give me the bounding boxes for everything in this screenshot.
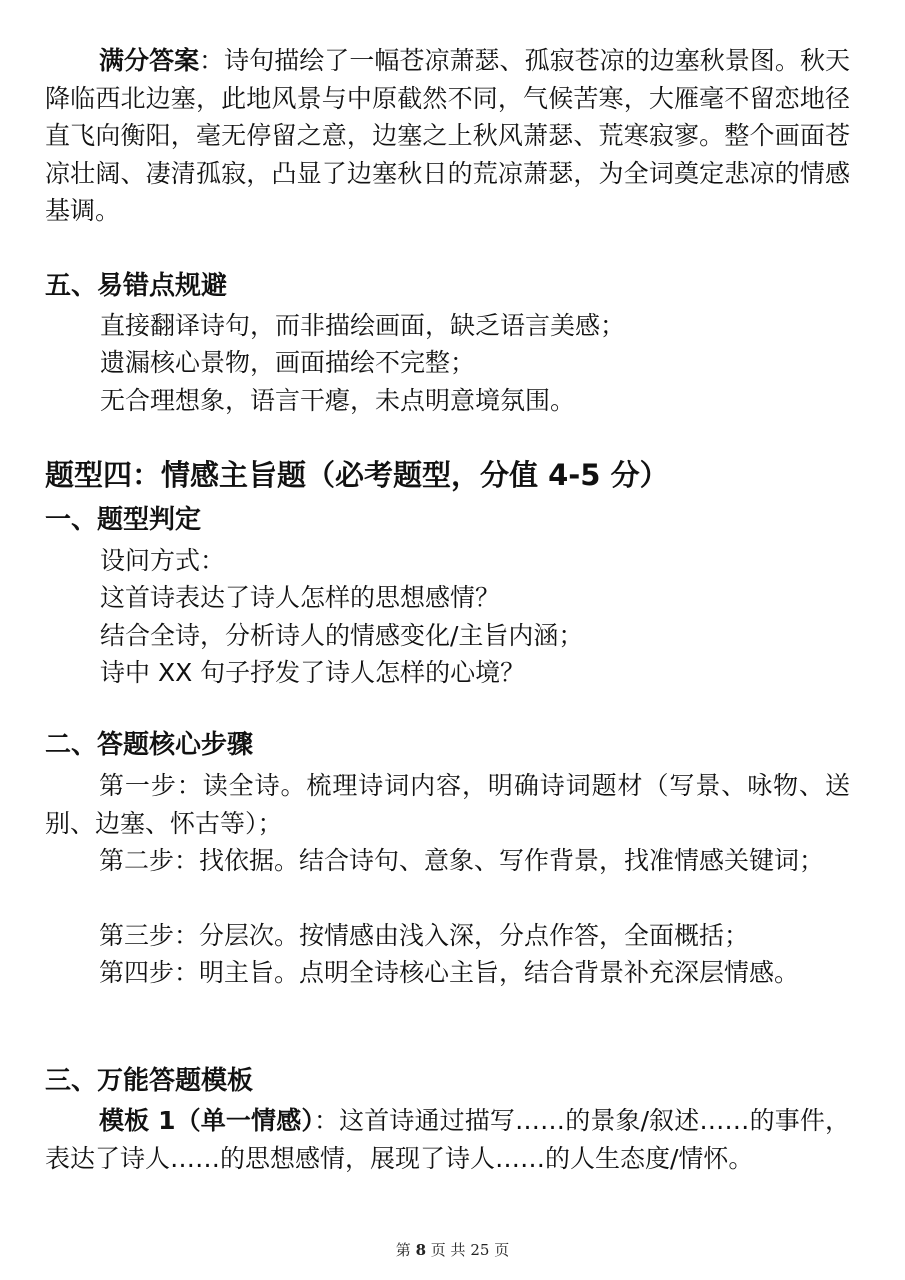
question-format-intro: 设问方式： <box>100 546 226 575</box>
footer-suffix: 页 <box>494 1241 510 1259</box>
footer-prefix: 第 <box>395 1241 411 1259</box>
answer-step: 第一步：读全诗。梳理诗词内容，明确诗词题材（写景、咏物、送别、边塞、怀古等）； <box>45 771 850 838</box>
part3-heading: 三、万能答题模板 <box>45 1066 254 1096</box>
question-type-4-title: 题型四：情感主旨题（必考题型，分值 4-5 分） <box>45 458 669 492</box>
footer-total-pages: 25 <box>470 1241 490 1259</box>
template-label: 模板 1（单一情感） <box>99 1106 314 1135</box>
answer-step: 第四步：明主旨。点明全诗核心主旨，结合背景补充深层情感。 <box>99 958 800 987</box>
question-format-item: 诗中 XX 句子抒发了诗人怎样的心境？ <box>100 658 526 687</box>
full-score-answer-paragraph <box>45 42 850 230</box>
footer-middle: 页 共 <box>430 1241 466 1259</box>
full-score-answer-text: ：诗句描绘了一幅苍凉萧瑟、孤寂苍凉的边塞秋景图。秋天降临西北边塞，此地风景与中原截然不同，气候苦寒，大雁毫不留恋地径直飞向衡阳，毫无停留之意，边塞之上秋风萧瑟、荒寒寂寥。整个画面苍凉壮阔、凄清孤寂，凸显了边塞秋日的荒凉萧瑟，为全词奠定悲凉的情感基调。 <box>45 46 850 225</box>
mistake-item: 遗漏核心景物，画面描绘不完整； <box>100 348 476 377</box>
answer-template-paragraph <box>45 1102 850 1177</box>
part2-heading: 二、答题核心步骤 <box>45 730 254 760</box>
part1-heading: 一、题型判定 <box>45 505 202 535</box>
question-format-item: 这首诗表达了诗人怎样的思想感情？ <box>100 583 501 612</box>
mistake-item: 直接翻译诗句，而非描绘画面，缺乏语言美感； <box>100 311 626 340</box>
page-footer <box>0 1240 905 1260</box>
question-format-item: 结合全诗，分析诗人的情感变化/主旨内涵； <box>100 621 584 650</box>
template-text: ：这首诗通过描写……的景象/叙述……的事件，表达了诗人……的思想感情，展现了诗人……的人生态度/情怀。 <box>45 1106 850 1173</box>
full-score-answer-label: 满分答案 <box>99 46 200 75</box>
section5-heading: 五、易错点规避 <box>45 271 228 301</box>
footer-page-number: 8 <box>415 1241 426 1259</box>
answer-step: 第三步：分层次。按情感由浅入深，分点作答，全面概括； <box>99 921 750 950</box>
answer-step: 第二步：找依据。结合诗句、意象、写作背景，找准情感关键词； <box>99 846 825 875</box>
mistake-item: 无合理想象，语言干瘪，未点明意境氛围。 <box>100 386 576 415</box>
